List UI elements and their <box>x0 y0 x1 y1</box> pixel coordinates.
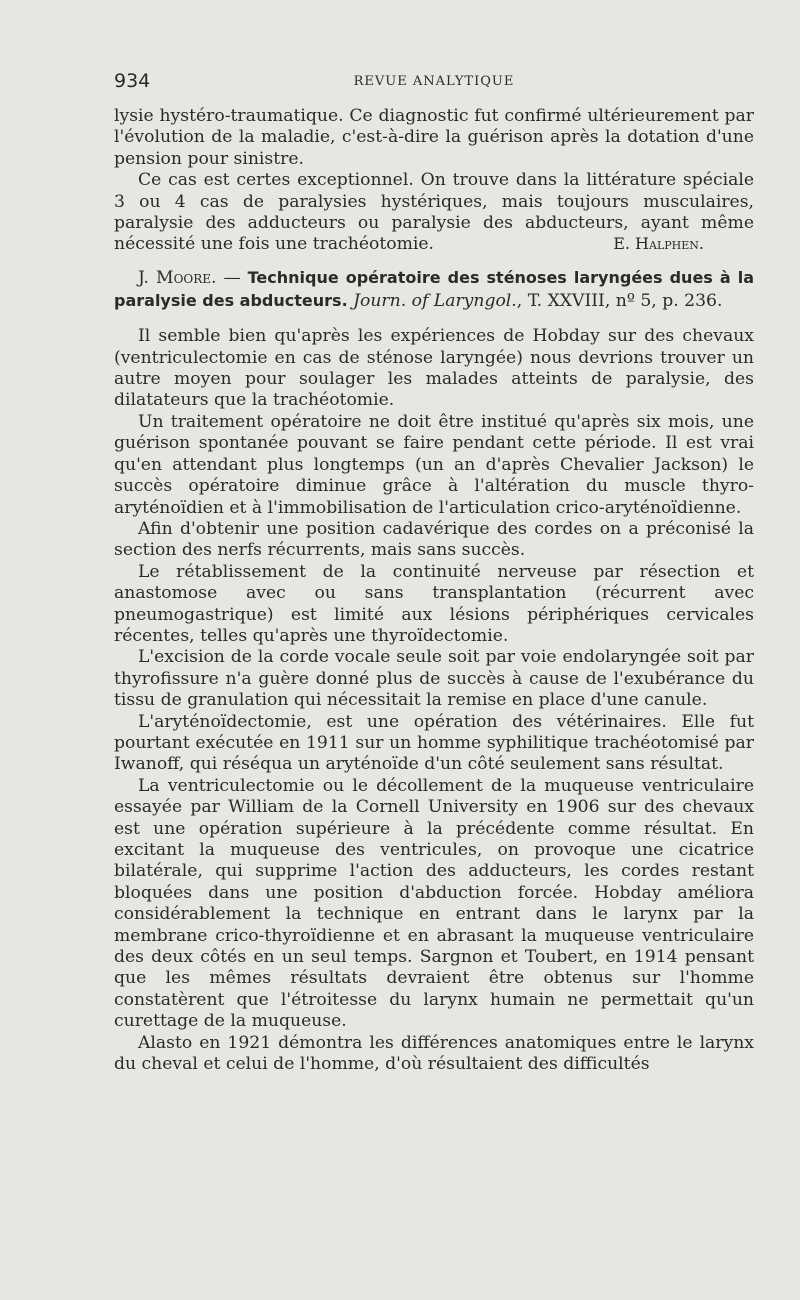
page-number: 934 <box>114 70 151 92</box>
paragraph: L'excision de la corde vocale seule soit par voie endolaryngée soit par thyrofissure n'a guère donné plus de succès à cause de l'exubérance du tissu de granulation qui nécessitait la remise en place d'une canule. <box>114 647 754 711</box>
reference-details: , T. XXVIII, nº 5, p. 236. <box>516 290 723 311</box>
paragraph: lysie hystéro-traumatique. Ce diagnostic fut confirmé ultérieurement par l'évolution de la maladie, c'est-à-dire la guérison après la dotation d'une pension pour sinistre. <box>114 106 754 169</box>
paragraph: L'aryténoïdectomie, est une opération des vétérinaires. Elle fut pourtant exécutée en 1911 sur un homme syphilitique trachéotomisé par Iwanoff, qui réséqua un aryténoïde d'un côté seulement sans résultat. <box>114 711 754 775</box>
paragraph: Il semble bien qu'après les expériences de Hobday sur des chevaux (ventriculectomie en cas de sténose laryngée) nous devrions trouver un autre moyen pour soulager les malades atteints de paralysie, des dilatateurs que la trachéotomie. <box>114 326 754 411</box>
reference-title: Technique opératoire des sténoses laryngées dues à la paralysie des abducteurs. <box>114 268 755 310</box>
paragraph: La ventriculectomie ou le décollement de la muqueuse ventriculaire essayée par William de la Cornell University en 1906 sur des chevaux est une opération supérieure à la précédente comme résultat. En excitant la muqueuse des ventricules, on provoque une cicatrice bilatérale, qui supprime l'action des adducteurs, les cordes restant bloquées dans une position d'abduction forcée. Hobday améliora considérablement la technique en entrant dans le larynx par la membrane crico-thyroïdienne et en abrasant la muqueuse ventriculaire des deux côtés en un seul temps. Sargnon et Toubert, en 1914 pensant que les mêmes résultats devraient être obtenus sur l'homme constatèrent que l'étroitesse du larynx humain ne permettait qu'un curettage de la muqueuse. <box>114 775 754 1032</box>
author-signature: E. Halphen. <box>613 234 704 254</box>
article-body <box>114 106 754 1075</box>
paragraph: Alasto en 1921 démontra les différences anatomiques entre le larynx du cheval et celui de l'homme, d'où résultaient des difficultés <box>114 1032 754 1075</box>
running-title: REVUE ANALYTIQUE <box>353 74 515 89</box>
paragraph: Le rétablissement de la continuité nerveuse par résection et anastomose avec ou sans transplantation (récurrent avec pneumogastrique) est limité aux lésions périphériques cervicales récentes, telles qu'après une thyroïdectomie. <box>114 561 754 646</box>
paragraph: Un traitement opératoire ne doit être institué qu'après six mois, une guérison spontanée pouvant se faire pendant cette période. Il est vrai qu'en attendant plus longtemps (un an d'après Chevalier Jackson) le succès opératoire diminue grâce à l'altération du muscle thyro-aryténoïdien et à l'immobilisation de l'articulation crico-aryténoïdienne. <box>114 411 754 518</box>
reference-author: J. Moore. <box>138 268 217 289</box>
bibliographic-reference: J. Moore. — Technique opératoire des sténoses laryngées dues à la paralysie des abducteurs. Journ. of Laryngol., T. XXVIII, nº 5, p. 236. <box>114 268 755 311</box>
page-header <box>114 70 754 94</box>
paragraph: Afin d'obtenir une position cadavérique des cordes on a préconisé la section des nerfs récurrents, mais sans succès. <box>114 518 754 561</box>
reference-journal: Journ. of Laryngol. <box>353 290 517 311</box>
paragraph: Ce cas est certes exceptionnel. On trouve dans la littérature spéciale 3 ou 4 cas de paralysies hystériques, mais toujours musculaires, paralysie des adducteurs ou paralysie des abducteurs, ayant même nécessité une fois une trachéotomie. <box>114 170 754 255</box>
